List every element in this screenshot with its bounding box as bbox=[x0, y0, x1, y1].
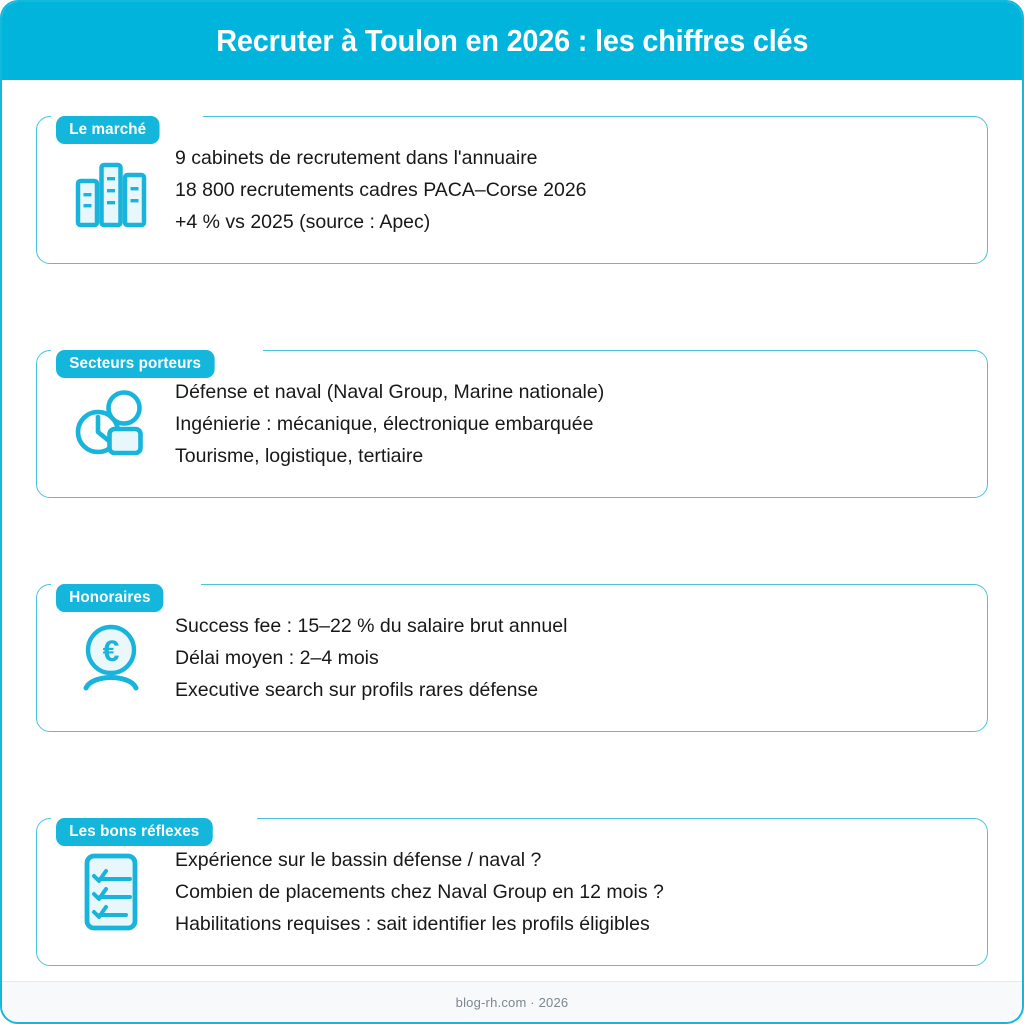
clock-person-icon bbox=[53, 387, 169, 461]
section-secteurs-porteurs bbox=[36, 350, 988, 498]
section-lines-le-marche bbox=[169, 147, 587, 234]
section-line: Success fee : 15–22 % du salaire brut annuel bbox=[175, 614, 568, 637]
section-line: 18 800 recrutements cadres PACA–Corse 2026 bbox=[175, 178, 587, 201]
header-bar bbox=[2, 2, 1022, 80]
section-line: +4 % vs 2025 (source : Apec) bbox=[175, 210, 431, 233]
section-line: Défense et naval (Naval Group, Marine nationale) bbox=[175, 380, 605, 403]
footer-bar bbox=[2, 981, 1022, 1022]
section-badge-les-bons-reflexes: Les bons réflexes bbox=[56, 818, 213, 846]
section-line: Délai moyen : 2–4 mois bbox=[175, 646, 379, 669]
section-card-honoraires bbox=[36, 584, 988, 732]
sections-container bbox=[2, 80, 1022, 986]
footer-credit: blog-rh.com · 2026 bbox=[455, 994, 569, 1010]
section-lines-les-bons-reflexes bbox=[169, 849, 664, 936]
section-line: Tourisme, logistique, tertiaire bbox=[175, 444, 424, 467]
section-honoraires bbox=[36, 584, 988, 732]
section-line: Combien de placements chez Naval Group en 12 mois ? bbox=[175, 880, 664, 903]
section-le-marche bbox=[36, 116, 988, 264]
euro-coin-icon bbox=[53, 620, 169, 696]
section-lines-secteurs-porteurs bbox=[169, 381, 604, 468]
section-badge-le-marche: Le marché bbox=[56, 116, 160, 144]
buildings-icon bbox=[53, 151, 169, 229]
section-badge-honoraires: Honoraires bbox=[56, 584, 164, 612]
section-badge-secteurs-porteurs: Secteurs porteurs bbox=[56, 350, 214, 378]
page-title: Recruter à Toulon en 2026 : les chiffres clés bbox=[216, 23, 808, 58]
section-line: Expérience sur le bassin défense / naval ? bbox=[175, 848, 542, 871]
section-line: 9 cabinets de recrutement dans l'annuaire bbox=[175, 146, 538, 169]
section-card-le-marche bbox=[36, 116, 988, 264]
section-line: Executive search sur profils rares défense bbox=[175, 678, 539, 701]
section-line: Habilitations requises : sait identifier les profils éligibles bbox=[175, 912, 650, 935]
checklist-icon bbox=[53, 852, 169, 932]
section-les-bons-reflexes bbox=[36, 818, 988, 966]
svg-text:€: € bbox=[102, 635, 120, 668]
section-line: Ingénierie : mécanique, électronique embarquée bbox=[175, 412, 594, 435]
section-lines-honoraires bbox=[169, 615, 567, 702]
